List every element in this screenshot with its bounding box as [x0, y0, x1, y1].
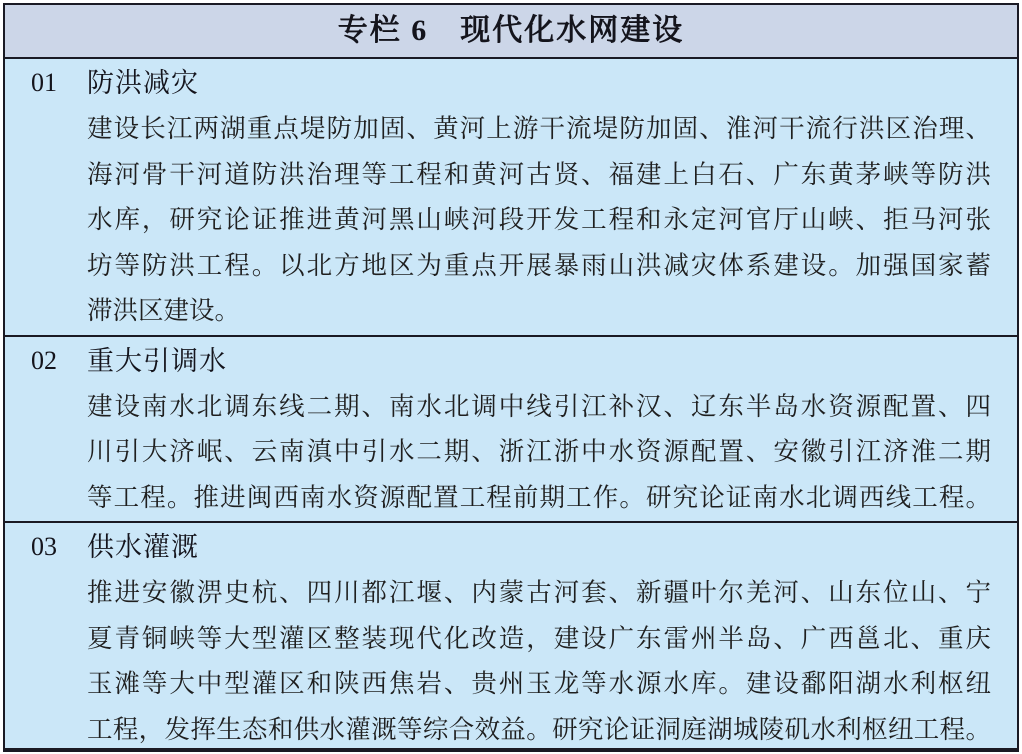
- section-heading: [5, 338, 1017, 384]
- body-text-line: 玉滩等大中型灌区和陕西焦岩、贵州玉龙等水源水库。建设鄱阳湖水利枢纽: [87, 669, 991, 698]
- body-text-line: 水库，研究论证推进黄河黑山峡河段开发工程和永定河官厅山峡、拒马河张: [87, 205, 991, 234]
- section-title: 防洪减灾: [87, 68, 199, 98]
- body-text-line: 海河骨干河道防洪治理等工程和黄河古贤、福建上白石、广东黄茅峡等防洪: [87, 159, 991, 189]
- body-text-line: 川引大济岷、云南滇中引水二期、浙江浙中水资源配置、安徽引江济淮二期: [87, 437, 991, 466]
- column-box-water-network: [3, 3, 1019, 752]
- section-number: 01: [31, 68, 57, 97]
- body-text-line: 等工程。推进闽西南水资源配置工程前期工作。研究论证南水北调西线工程。: [87, 482, 991, 512]
- section-number: 03: [31, 532, 57, 561]
- column-box-title: 专栏 6 现代化水网建设: [5, 5, 1017, 59]
- body-text-line: 坊等防洪工程。以北方地区为重点开展暴雨山洪减灾体系建设。加强国家蓄: [87, 250, 991, 280]
- body-text-line: 工程，发挥生态和供水灌溉等综合效益。研究论证洞庭湖城陵矶水利枢纽工程。: [87, 714, 991, 744]
- body-text-line: 建设长江两湖重点堤防加固、黄河上游干流堤防加固、淮河干流行洪区治理、: [87, 114, 991, 143]
- section-irrigation: [5, 521, 1017, 752]
- body-text-line: 夏青铜峡等大型灌区整装现代化改造，建设广东雷州半岛、广西邕北、重庆: [87, 623, 991, 653]
- body-text-line: 滞洪区建设。: [87, 296, 241, 325]
- body-text-line: 推进安徽淠史杭、四川都江堰、内蒙古河套、新疆叶尔羌河、山东位山、宁: [87, 578, 991, 607]
- body-text-line: 建设南水北调东线二期、南水北调中线引江补汉、辽东半岛水资源配置、四: [87, 391, 991, 421]
- section-flood-control: [5, 59, 1017, 335]
- section-number: 02: [31, 345, 57, 375]
- section-water-diversion: [5, 335, 1017, 522]
- section-heading: [5, 60, 1017, 106]
- section-heading: [5, 524, 1017, 570]
- section-title: 供水灌溉: [87, 532, 199, 562]
- section-title: 重大引调水: [87, 345, 227, 376]
